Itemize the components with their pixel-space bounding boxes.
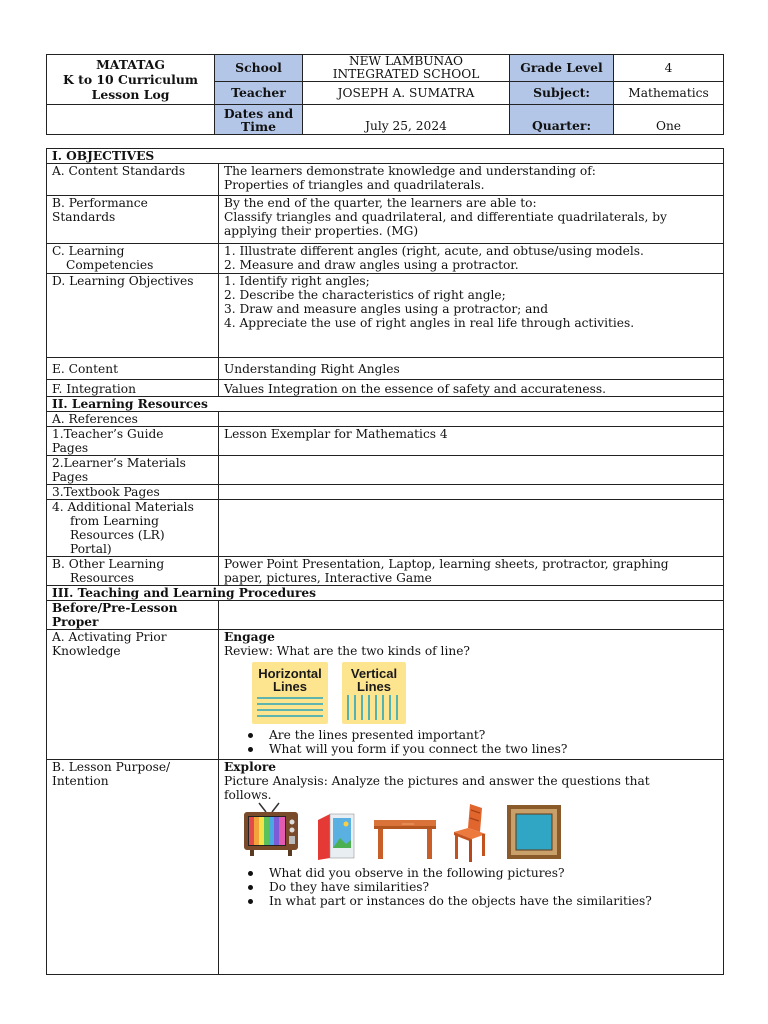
list-item: In what part or instances do the objects have the similarities? bbox=[224, 894, 718, 908]
learners-materials-label: 2.Learner’s Materials Pages bbox=[47, 456, 219, 485]
explore-heading: Explore bbox=[224, 760, 277, 774]
header-table bbox=[46, 54, 724, 135]
log-title: MATATAG K to 10 Curriculum Lesson Log bbox=[47, 55, 215, 105]
dates-value: July 25, 2024 bbox=[303, 105, 510, 135]
performance-standards-label: B. Performance Standards bbox=[47, 196, 219, 244]
textbook-pages-value bbox=[219, 485, 724, 500]
activating-prior-knowledge-label: A. Activating Prior Knowledge bbox=[47, 630, 219, 760]
integration-label: F. Integration bbox=[47, 380, 219, 397]
teacher-label: Teacher bbox=[215, 82, 303, 105]
horizontal-lines-card: Horizontal Lines bbox=[252, 662, 328, 724]
object-pictures bbox=[224, 802, 718, 866]
quarter-value: One bbox=[614, 105, 724, 135]
objectives-heading: I. OBJECTIVES bbox=[47, 149, 724, 164]
learners-materials-value bbox=[219, 456, 724, 485]
engage-questions bbox=[224, 728, 718, 756]
activating-prior-knowledge-value bbox=[219, 630, 724, 760]
teachers-guide-label: 1.Teacher’s Guide Pages bbox=[47, 427, 219, 456]
lesson-log-table bbox=[46, 148, 724, 975]
lesson-purpose-value: Explore Picture Analysis: Analyze the pictures and answer the questions that follows. What did you observe in the following pictures? Do they have similarities? In what part or instances do the objects have the similarities? bbox=[219, 760, 724, 975]
performance-standards-value: By the end of the quarter, the learners are able to: Classify triangles and quadrilateral, and differentiate quadrilaterals, by applying their properties. (MG) bbox=[219, 196, 724, 244]
dates-label: Dates and Time bbox=[215, 105, 303, 135]
content-standards-label: A. Content Standards bbox=[47, 164, 219, 196]
table-icon bbox=[372, 816, 438, 862]
list-item: What will you form if you connect the two lines? bbox=[224, 742, 718, 756]
picture-book-icon bbox=[316, 812, 360, 862]
list-item: Do they have similarities? bbox=[224, 880, 718, 894]
picture-frame-icon bbox=[506, 804, 562, 860]
grade-level-value: 4 bbox=[614, 55, 724, 82]
school-value: NEW LAMBUNAO INTEGRATED SCHOOL bbox=[303, 55, 510, 82]
procedures-heading: III. Teaching and Learning Procedures bbox=[47, 586, 724, 601]
vertical-lines-card: Vertical Lines bbox=[342, 662, 406, 724]
title-blank-cell bbox=[47, 105, 215, 135]
teachers-guide-value: Lesson Exemplar for Mathematics 4 bbox=[219, 427, 724, 456]
subject-value: Mathematics bbox=[614, 82, 724, 105]
additional-materials-value bbox=[219, 500, 724, 557]
line-kinds-pictures bbox=[224, 658, 718, 728]
learning-objectives-label: D. Learning Objectives bbox=[47, 274, 219, 358]
learning-objectives-value: 1. Identify right angles; 2. Describe the characteristics of right angle; 3. Draw and measure angles using a protractor; and 4. Appreciate the use of right angles in real life through activities. bbox=[219, 274, 724, 358]
chair-icon bbox=[448, 802, 494, 864]
engage-heading: Engage bbox=[224, 630, 275, 644]
before-lesson-value bbox=[219, 601, 724, 630]
vertical-lines-icon bbox=[342, 693, 406, 723]
review-question: Review: What are the two kinds of line? bbox=[224, 644, 470, 658]
learning-resources-heading: II. Learning Resources bbox=[47, 397, 724, 412]
subject-label: Subject: bbox=[510, 82, 614, 105]
lesson-purpose-label: B. Lesson Purpose/ Intention bbox=[47, 760, 219, 975]
other-resources-label: B. Other Learning Resources bbox=[47, 557, 219, 586]
other-resources-value: Power Point Presentation, Laptop, learning sheets, protractor, graphing paper, pictures, Interactive Game bbox=[219, 557, 724, 586]
horizontal-lines-icon bbox=[252, 695, 328, 725]
learning-competencies-label: C. Learning Competencies bbox=[47, 244, 219, 274]
references-label: A. References bbox=[47, 412, 219, 427]
integration-value: Values Integration on the essence of safety and accurateness. bbox=[219, 380, 724, 397]
content-label: E. Content bbox=[47, 358, 219, 380]
television-icon bbox=[242, 802, 302, 862]
teacher-value: JOSEPH A. SUMATRA bbox=[303, 82, 510, 105]
picture-analysis-instruction: Picture Analysis: Analyze the pictures and answer the questions that bbox=[224, 774, 650, 788]
before-lesson-label: Before/Pre-Lesson Proper bbox=[47, 601, 219, 630]
school-label: School bbox=[215, 55, 303, 82]
quarter-label: Quarter: bbox=[510, 105, 614, 135]
textbook-pages-label: 3.Textbook Pages bbox=[47, 485, 219, 500]
content-value: Understanding Right Angles bbox=[219, 358, 724, 380]
learning-competencies-value: 1. Illustrate different angles (right, acute, and obtuse/using models. 2. Measure and draw angles using a protractor. bbox=[219, 244, 724, 274]
references-value bbox=[219, 412, 724, 427]
list-item: What did you observe in the following pictures? bbox=[224, 866, 718, 880]
list-item: Are the lines presented important? bbox=[224, 728, 718, 742]
content-standards-value: The learners demonstrate knowledge and understanding of: Properties of triangles and quadrilaterals. bbox=[219, 164, 724, 196]
explore-questions bbox=[224, 866, 718, 908]
additional-materials-label: 4. Additional Materials from Learning Resources (LR) Portal) bbox=[47, 500, 219, 557]
grade-level-label: Grade Level bbox=[510, 55, 614, 82]
